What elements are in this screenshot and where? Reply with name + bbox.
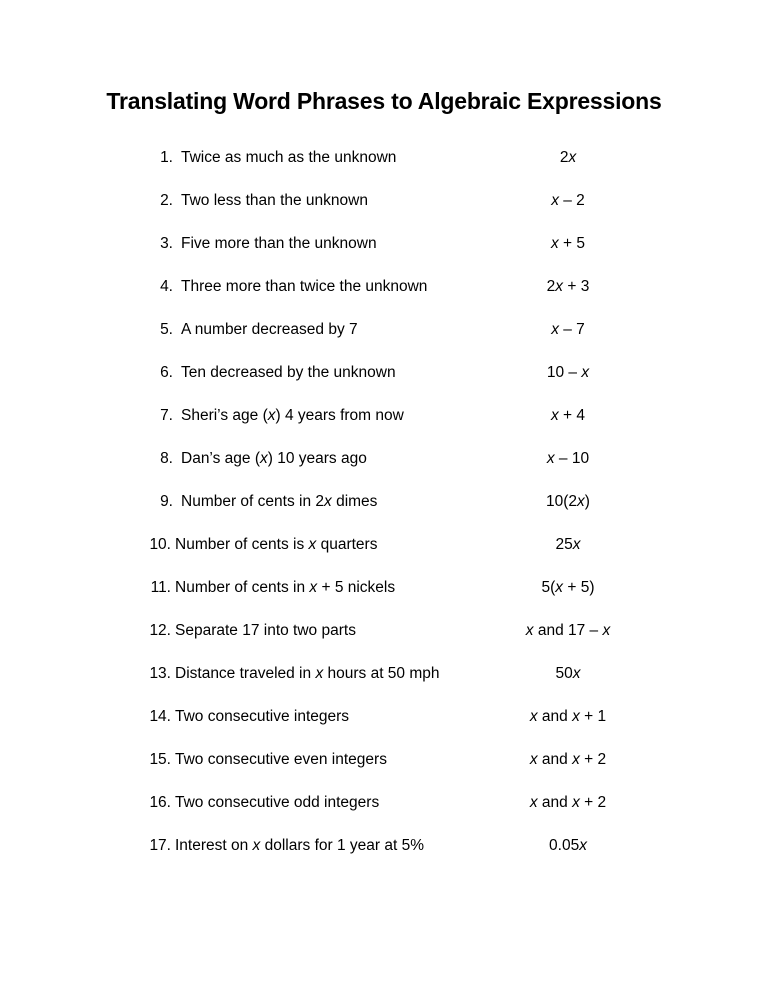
list-item (0, 448, 768, 491)
algebraic-expression: x and 17 – x (525, 622, 611, 639)
item-number: 3. (160, 235, 173, 252)
word-phrase: Interest on x dollars for 1 year at 5% (175, 837, 424, 854)
item-number: 13. (149, 665, 171, 682)
word-phrase: Two consecutive integers (175, 708, 350, 725)
item-number: 11. (150, 579, 171, 596)
item-number: 5. (160, 321, 173, 338)
list-item (0, 663, 768, 706)
word-phrase: Distance traveled in x hours at 50 mph (175, 665, 440, 682)
word-phrase: Twice as much as the unknown (181, 149, 397, 166)
item-number: 2. (160, 192, 173, 209)
list-item (0, 749, 768, 792)
list-item (0, 620, 768, 663)
word-phrase: Two consecutive even integers (175, 751, 387, 768)
word-phrase: Five more than the unknown (181, 235, 377, 252)
list-item (0, 362, 768, 405)
word-phrase: Three more than twice the unknown (181, 278, 428, 295)
word-phrase: Sheri’s age (x) 4 years from now (181, 407, 404, 424)
algebraic-expression: 10(2x) (546, 493, 590, 510)
list-item (0, 319, 768, 362)
algebraic-expression: x – 2 (551, 192, 585, 209)
item-number: 4. (160, 278, 173, 295)
word-phrase: Ten decreased by the unknown (181, 364, 396, 381)
expression-list (0, 147, 768, 878)
list-item (0, 835, 768, 878)
item-number: 6. (160, 364, 173, 381)
algebraic-expression: 2x (559, 149, 577, 166)
list-item (0, 491, 768, 534)
algebraic-expression: x and x + 2 (529, 794, 607, 811)
item-number: 17. (149, 837, 171, 854)
list-item (0, 792, 768, 835)
list-item (0, 405, 768, 448)
algebraic-expression: 50x (555, 665, 581, 682)
algebraic-expression: x + 5 (550, 235, 586, 252)
item-number: 9. (160, 493, 173, 510)
list-item (0, 276, 768, 319)
algebraic-expression: x + 4 (550, 407, 586, 424)
word-phrase: Number of cents in 2x dimes (181, 493, 378, 510)
list-item (0, 233, 768, 276)
word-phrase: Number of cents in x + 5 nickels (175, 579, 396, 596)
word-phrase: Separate 17 into two parts (175, 622, 356, 639)
item-number: 7. (160, 407, 173, 424)
word-phrase: Number of cents is x quarters (175, 536, 378, 553)
list-item (0, 534, 768, 577)
word-phrase: Two consecutive odd integers (175, 794, 380, 811)
item-number: 8. (160, 450, 173, 467)
list-item (0, 190, 768, 233)
word-phrase: Two less than the unknown (181, 192, 368, 209)
algebraic-expression: 10 – x (546, 364, 590, 381)
list-item (0, 147, 768, 190)
algebraic-expression: x – 10 (546, 450, 590, 467)
algebraic-expression: 5(x + 5) (541, 579, 595, 596)
list-item (0, 577, 768, 620)
list-item (0, 706, 768, 749)
page-title: Translating Word Phrases to Algebraic Expressions (106, 88, 662, 114)
item-number: 10. (149, 536, 171, 553)
algebraic-expression: 25x (555, 536, 581, 553)
item-number: 15. (149, 751, 171, 768)
item-number: 16. (149, 794, 171, 811)
algebraic-expression: x and x + 1 (529, 708, 607, 725)
item-number: 1. (160, 149, 173, 166)
algebraic-expression: 0.05x (549, 837, 587, 854)
item-number: 14. (149, 708, 171, 725)
algebraic-expression: x – 7 (551, 321, 585, 338)
algebraic-expression: x and x + 2 (529, 751, 607, 768)
item-number: 12. (149, 622, 171, 639)
word-phrase: Dan’s age (x) 10 years ago (181, 450, 367, 467)
algebraic-expression: 2x + 3 (546, 278, 590, 295)
word-phrase: A number decreased by 7 (181, 321, 358, 338)
